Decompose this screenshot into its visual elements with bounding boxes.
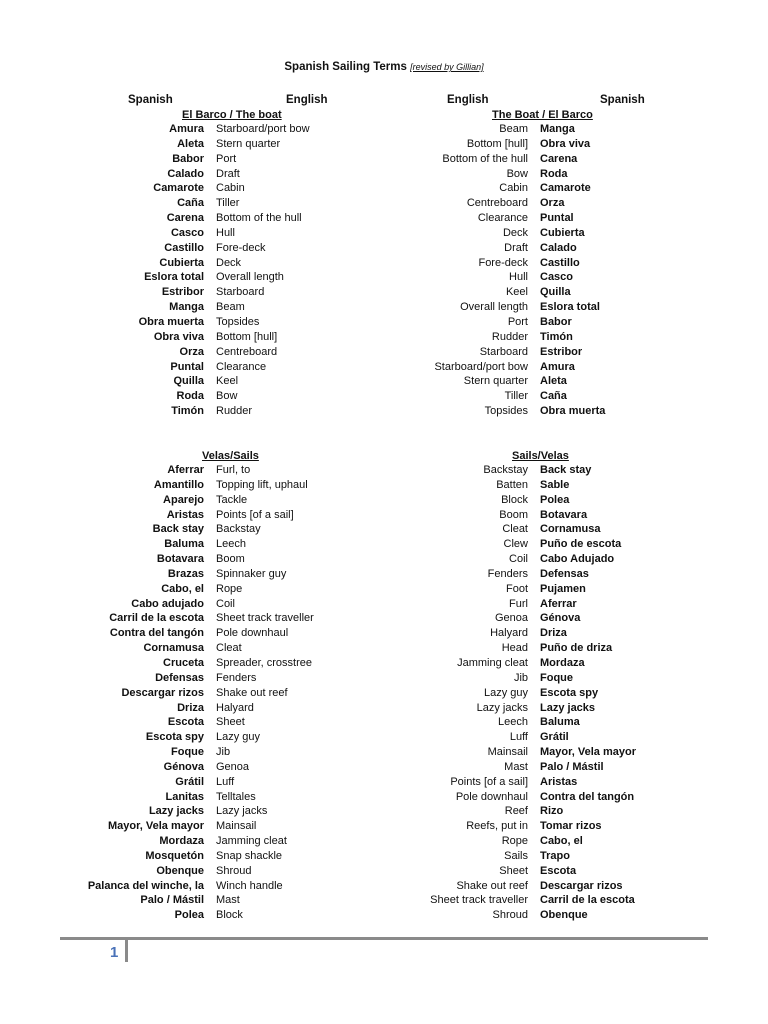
term-translation: Hull <box>216 226 235 239</box>
term-translation: Topsides <box>216 315 260 328</box>
term-translation: Génova <box>540 612 581 625</box>
term-translation: Carena <box>540 152 578 165</box>
term-source: Boom <box>499 508 528 521</box>
term-row <box>0 137 740 152</box>
term-translation: Port <box>216 152 237 165</box>
term-translation: Cabo Adujado <box>540 553 615 566</box>
term-translation: Polea <box>540 493 570 506</box>
term-translation: Mayor, Vela mayor <box>540 746 636 759</box>
term-translation: Beam <box>216 301 245 314</box>
term-source: Escota <box>167 716 204 729</box>
term-translation: Furl, to <box>216 464 251 476</box>
term-source: Jamming cleat <box>457 656 528 669</box>
term-source: Reef <box>504 805 528 818</box>
term-source: Batten <box>496 478 528 491</box>
term-translation: Tomar rizos <box>540 820 602 833</box>
term-source: Grátil <box>175 775 204 788</box>
term-source: Lazy jacks <box>476 701 528 714</box>
term-translation: Baluma <box>540 716 580 729</box>
term-translation: Backstay <box>216 523 261 536</box>
term-source: Driza <box>177 701 204 714</box>
term-row <box>0 122 740 137</box>
term-row <box>0 775 740 790</box>
term-translation: Manga <box>540 123 575 135</box>
term-source: Port <box>507 315 528 328</box>
term-translation: Descargar rizos <box>540 879 623 892</box>
term-row <box>0 790 740 805</box>
term-row <box>0 760 740 775</box>
term-source: Sheet track traveller <box>430 894 528 907</box>
term-translation: Halyard <box>216 701 254 714</box>
term-source: Orza <box>179 345 204 358</box>
term-translation: Sheet <box>216 716 245 729</box>
term-translation: Aferrar <box>540 597 577 610</box>
term-translation: Cabin <box>216 182 245 195</box>
term-row <box>0 671 740 686</box>
term-row <box>0 285 740 300</box>
term-source: Points [of a sail] <box>450 775 528 788</box>
term-source: Fore-deck <box>478 256 528 269</box>
header-left-spanish: Spanish <box>128 94 173 106</box>
term-translation: Starboard/port bow <box>216 123 310 135</box>
term-source: Lazy jacks <box>148 805 204 818</box>
term-source: Bottom of the hull <box>442 152 528 165</box>
term-row <box>0 167 740 182</box>
term-row <box>0 804 740 819</box>
term-translation: Tiller <box>216 197 240 210</box>
term-translation: Topping lift, uphaul <box>216 478 308 491</box>
term-translation: Puño de driza <box>540 642 613 655</box>
term-source: Foque <box>171 746 204 759</box>
term-source: Defensas <box>155 671 204 684</box>
term-translation: Carril de la escota <box>540 894 635 907</box>
term-source: Escota spy <box>145 731 204 744</box>
term-translation: Pole downhaul <box>216 627 289 640</box>
term-source: Leech <box>498 716 528 729</box>
term-translation: Roda <box>540 167 568 180</box>
term-translation: Shroud <box>216 864 252 877</box>
term-row <box>0 745 740 760</box>
term-row <box>0 463 740 478</box>
term-row <box>0 864 740 879</box>
term-translation: Lazy jacks <box>216 805 268 818</box>
term-source: Cubierta <box>159 256 204 269</box>
term-translation: Draft <box>216 167 240 180</box>
term-translation: Obenque <box>540 909 588 922</box>
term-source: Hull <box>509 271 528 284</box>
term-row <box>0 270 740 285</box>
term-source: Bottom [hull] <box>466 137 528 150</box>
term-source: Fenders <box>487 567 528 580</box>
term-source: Overall length <box>460 301 528 314</box>
term-translation: Block <box>216 909 243 922</box>
term-translation: Overall length <box>216 271 284 284</box>
term-translation: Quilla <box>540 286 571 299</box>
term-row <box>0 389 740 404</box>
term-translation: Rope <box>216 582 243 595</box>
term-source: Clew <box>503 538 528 551</box>
term-row <box>0 819 740 834</box>
term-row <box>0 849 740 864</box>
term-row <box>0 404 740 419</box>
term-source: Block <box>501 493 528 506</box>
term-source: Furl <box>509 597 528 610</box>
term-translation: Coil <box>216 597 235 610</box>
term-translation: Telltales <box>216 790 256 803</box>
term-source: Aparejo <box>163 493 204 506</box>
term-translation: Foque <box>540 671 573 684</box>
term-source: Carril de la escota <box>109 612 204 625</box>
sails-en-es-heading: Sails/Velas <box>512 450 569 462</box>
term-source: Foot <box>505 582 528 595</box>
term-row <box>0 656 740 671</box>
term-translation: Caña <box>540 390 567 403</box>
term-source: Centreboard <box>466 197 528 210</box>
term-source: Lazy guy <box>483 686 528 699</box>
page-title <box>0 61 768 73</box>
term-source: Starboard/port bow <box>434 360 528 373</box>
term-source: Aferrar <box>167 464 204 476</box>
term-source: Jib <box>513 671 528 684</box>
term-row <box>0 522 740 537</box>
term-source: Palo / Mástil <box>140 894 204 907</box>
term-source: Castillo <box>164 241 204 254</box>
term-row <box>0 641 740 656</box>
term-translation: Fore-deck <box>216 241 266 254</box>
term-source: Quilla <box>173 375 204 388</box>
term-source: Obra muerta <box>138 315 204 328</box>
term-translation: Bow <box>216 390 238 403</box>
term-source: Reefs, put in <box>466 820 528 833</box>
term-translation: Starboard <box>216 286 265 299</box>
term-row <box>0 686 740 701</box>
term-row <box>0 330 740 345</box>
term-translation: Fenders <box>216 671 257 684</box>
term-source: Estribor <box>161 286 204 299</box>
term-row <box>0 597 740 612</box>
term-row <box>0 611 740 626</box>
term-translation: Trapo <box>540 849 570 862</box>
term-source: Bow <box>506 167 528 180</box>
term-source: Draft <box>504 241 528 254</box>
term-source: Shroud <box>492 909 528 922</box>
footer-divider <box>125 940 128 962</box>
term-translation: Clearance <box>216 360 267 373</box>
term-translation: Defensas <box>540 567 589 580</box>
term-source: Backstay <box>483 464 528 476</box>
term-source: Mainsail <box>487 746 528 759</box>
term-source: Roda <box>176 390 204 403</box>
term-row <box>0 360 740 375</box>
boat-en-es-list <box>0 122 740 419</box>
term-row <box>0 211 740 226</box>
term-translation: Mainsail <box>216 820 257 833</box>
term-source: Amantillo <box>153 478 204 491</box>
term-source: Pole downhaul <box>455 790 528 803</box>
term-row <box>0 730 740 745</box>
term-translation: Cabo, el <box>540 835 583 848</box>
term-source: Polea <box>174 909 204 922</box>
term-source: Casco <box>170 226 204 239</box>
term-translation: Cornamusa <box>540 523 601 536</box>
term-row <box>0 256 740 271</box>
term-source: Puntal <box>170 360 204 373</box>
term-row <box>0 582 740 597</box>
term-translation: Botavara <box>540 508 588 521</box>
term-translation: Jib <box>216 746 231 759</box>
boat-es-en-heading: El Barco / The boat <box>182 109 282 121</box>
term-translation: Aristas <box>540 775 578 788</box>
term-row <box>0 196 740 211</box>
term-source: Descargar rizos <box>121 686 204 699</box>
term-source: Clearance <box>477 212 528 225</box>
term-source: Rope <box>501 835 528 848</box>
term-source: Topsides <box>484 405 528 418</box>
term-source: Mayor, Vela mayor <box>108 820 204 833</box>
term-source: Tiller <box>504 390 528 403</box>
term-source: Mast <box>504 760 528 773</box>
term-translation: Spreader, crosstree <box>216 656 312 669</box>
term-source: Eslora total <box>144 271 204 284</box>
term-translation: Jamming cleat <box>216 835 287 848</box>
term-translation: Obra muerta <box>540 405 606 418</box>
term-source: Obra viva <box>153 330 204 343</box>
term-translation: Genoa <box>216 760 250 773</box>
term-source: Lanitas <box>165 790 204 803</box>
term-translation: Spinnaker guy <box>216 567 287 580</box>
term-row <box>0 226 740 241</box>
term-source: Stern quarter <box>463 375 528 388</box>
term-row <box>0 908 740 923</box>
term-source: Beam <box>499 123 528 135</box>
title-note: [revised by Gillian] <box>410 62 484 72</box>
term-source: Luff <box>509 731 528 744</box>
term-translation: Sheet track traveller <box>216 612 314 625</box>
term-translation: Keel <box>216 375 239 388</box>
term-source: Baluma <box>164 538 204 551</box>
term-row <box>0 508 740 523</box>
term-translation: Castillo <box>540 256 580 269</box>
term-source: Contra del tangón <box>109 627 204 640</box>
term-translation: Bottom of the hull <box>216 212 302 225</box>
term-translation: Boom <box>216 553 245 566</box>
term-translation: Tackle <box>216 493 248 506</box>
term-translation: Leech <box>216 538 246 551</box>
term-source: Coil <box>509 553 528 566</box>
term-translation: Orza <box>540 197 565 210</box>
term-row <box>0 315 740 330</box>
header-right-spanish: Spanish <box>600 94 645 106</box>
term-translation: Casco <box>540 271 574 284</box>
term-source: Head <box>501 642 528 655</box>
term-translation: Escota <box>540 864 577 877</box>
term-source: Obenque <box>156 864 204 877</box>
title-main: Spanish Sailing Terms <box>284 61 407 73</box>
term-source: Rudder <box>491 330 528 343</box>
term-source: Starboard <box>479 345 528 358</box>
term-source: Cabin <box>499 182 528 195</box>
header-left-english: English <box>286 94 328 106</box>
term-translation: Contra del tangón <box>540 790 635 803</box>
term-row <box>0 493 740 508</box>
page-number: 1 <box>110 944 119 961</box>
term-row <box>0 374 740 389</box>
term-translation: Shake out reef <box>216 686 288 699</box>
term-translation: Stern quarter <box>216 137 281 150</box>
term-translation: Snap shackle <box>216 849 283 862</box>
term-source: Sheet <box>499 864 528 877</box>
term-translation: Deck <box>216 256 242 269</box>
term-translation: Rudder <box>216 405 253 418</box>
term-translation: Aleta <box>540 375 567 388</box>
term-translation: Obra viva <box>540 137 591 150</box>
term-translation: Driza <box>540 627 567 640</box>
term-translation: Palo / Mástil <box>540 760 604 773</box>
term-row <box>0 537 740 552</box>
term-source: Cruceta <box>163 656 204 669</box>
term-translation: Puño de escota <box>540 538 622 551</box>
term-source: Deck <box>502 226 528 239</box>
term-translation: Rizo <box>540 805 564 818</box>
boat-en-es-heading: The Boat / El Barco <box>492 109 593 121</box>
term-source: Back stay <box>152 523 204 536</box>
term-source: Cabo, el <box>161 582 204 595</box>
term-source: Cornamusa <box>143 642 204 655</box>
term-source: Cabo adujado <box>131 597 204 610</box>
term-row <box>0 893 740 908</box>
term-translation: Timón <box>540 330 573 343</box>
term-translation: Back stay <box>540 464 592 476</box>
term-row <box>0 152 740 167</box>
term-translation: Centreboard <box>216 345 278 358</box>
term-row <box>0 181 740 196</box>
term-translation: Luff <box>216 775 235 788</box>
term-translation: Babor <box>540 315 572 328</box>
term-source: Aleta <box>177 137 204 150</box>
term-translation: Eslora total <box>540 301 600 314</box>
term-source: Génova <box>163 760 204 773</box>
term-translation: Calado <box>540 241 577 254</box>
term-source: Keel <box>505 286 528 299</box>
term-source: Palanca del winche, la <box>87 879 204 892</box>
term-translation: Amura <box>540 360 575 373</box>
term-source: Babor <box>172 152 204 165</box>
term-source: Aristas <box>166 508 204 521</box>
term-translation: Sable <box>540 478 570 491</box>
term-source: Caña <box>177 197 204 210</box>
term-source: Camarote <box>153 182 204 195</box>
term-source: Mordaza <box>159 835 204 848</box>
term-translation: Lazy guy <box>216 731 261 744</box>
term-translation: Winch handle <box>216 879 283 892</box>
term-translation: Cubierta <box>540 226 585 239</box>
term-translation: Lazy jacks <box>540 701 596 714</box>
term-source: Manga <box>169 301 204 314</box>
term-translation: Estribor <box>540 345 583 358</box>
term-source: Calado <box>167 167 204 180</box>
term-translation: Mast <box>216 894 240 907</box>
sails-en-es-list <box>0 463 740 923</box>
term-translation: Points [of a sail] <box>216 508 294 521</box>
term-source: Carena <box>166 212 204 225</box>
term-translation: Pujamen <box>540 582 586 595</box>
term-row <box>0 626 740 641</box>
term-row <box>0 478 740 493</box>
term-translation: Escota spy <box>540 686 599 699</box>
header-right-english: English <box>447 94 489 106</box>
term-source: Cleat <box>502 523 528 536</box>
term-row <box>0 715 740 730</box>
footer-rule <box>60 937 708 940</box>
term-source: Genoa <box>494 612 528 625</box>
term-source: Botavara <box>156 553 204 566</box>
term-translation: Camarote <box>540 182 591 195</box>
term-row <box>0 879 740 894</box>
term-row <box>0 567 740 582</box>
term-source: Brazas <box>167 567 204 580</box>
term-source: Timón <box>171 405 204 418</box>
term-row <box>0 834 740 849</box>
term-row <box>0 701 740 716</box>
term-source: Shake out reef <box>456 879 528 892</box>
term-translation: Puntal <box>540 212 574 225</box>
term-row <box>0 345 740 360</box>
term-source: Sails <box>504 849 528 862</box>
term-source: Halyard <box>490 627 528 640</box>
term-row <box>0 241 740 256</box>
term-source: Mosquetón <box>145 849 204 862</box>
term-row <box>0 552 740 567</box>
term-translation: Grátil <box>540 731 569 744</box>
sails-es-en-heading: Velas/Sails <box>202 450 259 462</box>
term-row <box>0 300 740 315</box>
term-translation: Bottom [hull] <box>216 330 278 343</box>
term-source: Amura <box>169 123 204 135</box>
term-translation: Cleat <box>216 642 242 655</box>
term-translation: Mordaza <box>540 656 585 669</box>
